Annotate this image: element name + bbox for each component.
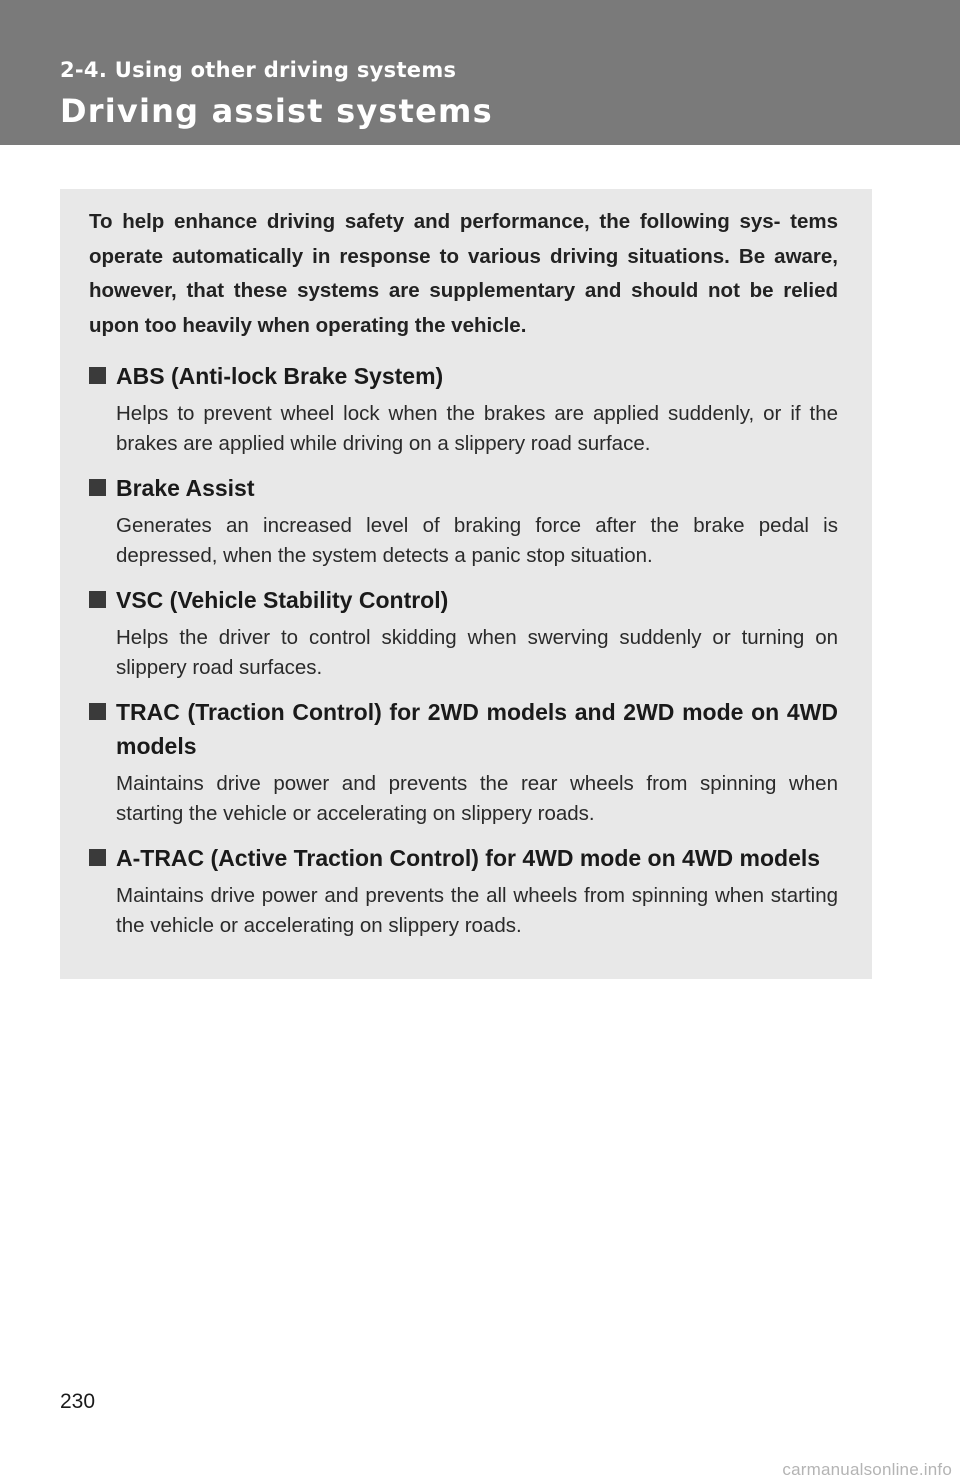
item-brake-assist xyxy=(89,471,838,571)
item-abs xyxy=(89,359,838,459)
item-vsc xyxy=(89,583,838,683)
square-bullet-icon xyxy=(89,591,106,608)
item-trac xyxy=(89,695,838,829)
intro-paragraph: To help enhance driving safety and performance, the following sys- tems operate automatically in response to various driving situations. Be aware, however, that these systems are supplementary and should not be relied upon too heavily when operating the vehicle. xyxy=(89,210,838,337)
item-description: Maintains drive power and prevents the rear wheels from spinning when starting the vehicle or accelerating on slippery roads. xyxy=(116,772,838,825)
square-bullet-icon xyxy=(89,479,106,496)
item-description: Maintains drive power and prevents the all wheels from spinning when starting the vehicle or accelerating on slippery roads. xyxy=(116,884,838,937)
item-a-trac xyxy=(89,841,838,941)
square-bullet-icon xyxy=(89,703,106,720)
item-title: TRAC (Traction Control) for 2WD models and 2WD mode on 4WD models xyxy=(116,699,838,759)
square-bullet-icon xyxy=(89,849,106,866)
item-heading xyxy=(89,695,838,763)
item-description: Helps to prevent wheel lock when the brakes are applied suddenly, or if the brakes are applied while driving on a slippery road surface. xyxy=(116,402,838,455)
item-heading xyxy=(89,583,838,617)
item-heading xyxy=(89,359,838,393)
page-number: 230 xyxy=(60,1390,96,1413)
item-title: VSC (Vehicle Stability Control) xyxy=(116,587,449,613)
item-heading xyxy=(89,841,838,875)
item-description: Helps the driver to control skidding when swerving suddenly or turning on slippery road surfaces. xyxy=(116,626,838,679)
item-heading xyxy=(89,471,838,505)
square-bullet-icon xyxy=(89,367,106,384)
item-description: Generates an increased level of braking force after the brake pedal is depressed, when the system detects a panic stop situation. xyxy=(116,514,838,567)
watermark: carmanualsonline.info xyxy=(782,1460,952,1479)
item-title: Brake Assist xyxy=(116,475,255,501)
section-label: 2-4. Using other driving systems xyxy=(60,58,457,82)
header-bar xyxy=(0,0,960,145)
item-title: A-TRAC (Active Traction Control) for 4WD mode on 4WD models xyxy=(116,845,821,871)
page-title: Driving assist systems xyxy=(60,92,493,130)
content-box xyxy=(60,189,872,979)
item-title: ABS (Anti-lock Brake System) xyxy=(116,363,444,389)
